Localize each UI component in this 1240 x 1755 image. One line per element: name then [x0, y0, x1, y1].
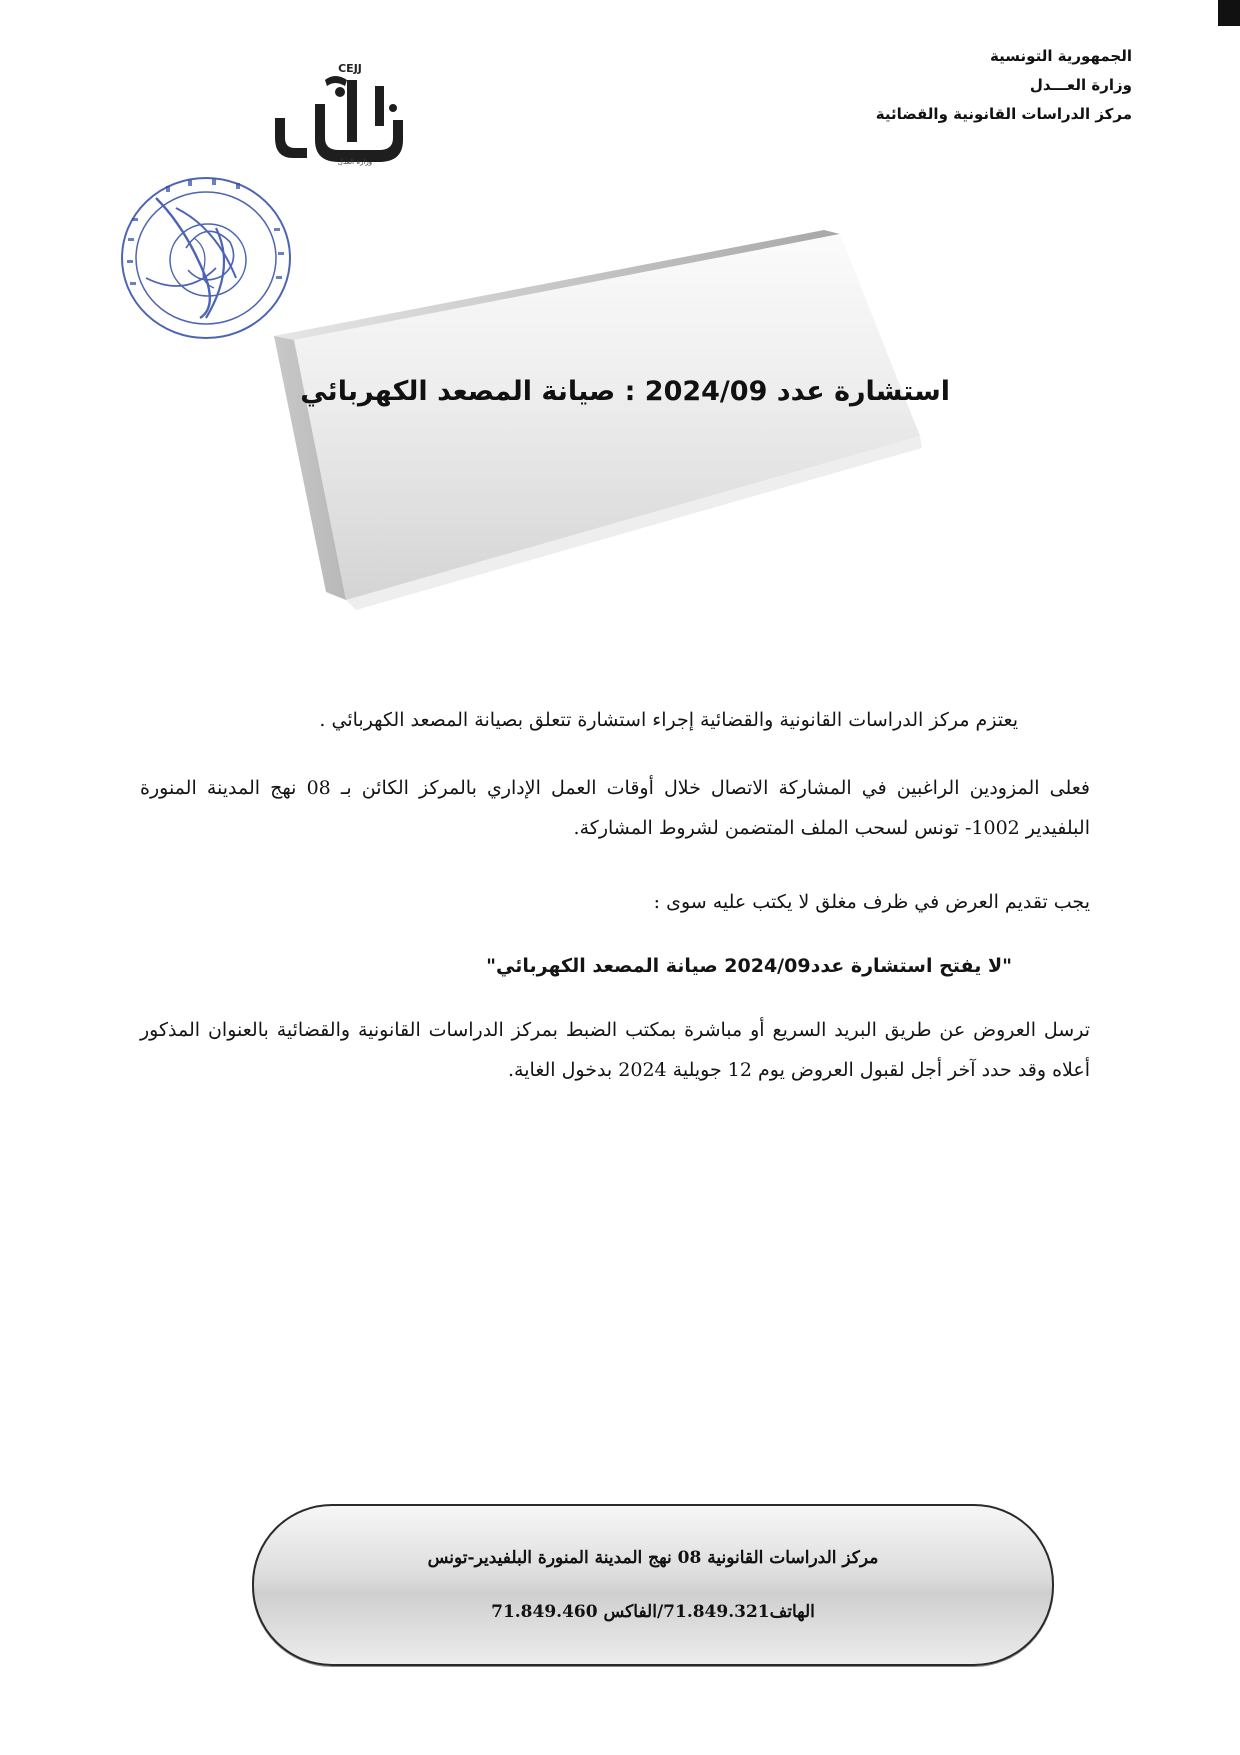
svg-text:CEJJ: CEJJ [338, 62, 362, 75]
footer-address-box [252, 1504, 1054, 1666]
footer-contact: الهاتف71.849.321/الفاكس 71.849.460 [491, 1602, 815, 1622]
letterhead-ministry: وزارة العـــدل [1029, 76, 1132, 94]
envelope-inscription: "لا يفتح استشارة عدد2024/09 صيانة المصعد الكهربائي" [486, 955, 1012, 977]
logo-caption: وزارة العدل [337, 158, 373, 166]
scan-edge-mark [1218, 0, 1240, 26]
paragraph-participation: فعلى المزودين الراغبين في المشاركة الاتصال خلال أوقات العمل الإداري بالمركز الكائن بـ 08 نهج المدينة المنورة البلفيدير 1002- تونس لسحب الملف المتضمن لشروط المشاركة. [140, 777, 1090, 839]
paragraph-submission-rule: يجب تقديم العرض في ظرف مغلق لا يكتب عليه سوى : [653, 891, 1090, 913]
title-banner-block [266, 220, 926, 620]
cejj-logo [255, 58, 435, 168]
paragraph-deadline: ترسل العروض عن طريق البريد السريع أو مباشرة بمكتب الضبط بمركز الدراسات القانونية والقضائية بالعنوان المذكور أعلاه وقد حدد آخر أجل لقبول العروض يوم 12 جويلية 2024 بدخول الغاية. [140, 1019, 1090, 1081]
paragraph-intent: يعتزم مركز الدراسات القانونية والقضائية إجراء استشارة تتعلق بصيانة المصعد الكهربائي . [319, 709, 1018, 731]
letterhead-republic: الجمهورية التونسية [990, 47, 1132, 65]
letterhead-center: مركز الدراسات القانونية والقضائية [875, 105, 1132, 123]
consultation-title: استشارة عدد 2024/09 : صيانة المصعد الكهربائي [300, 376, 950, 407]
letterhead [876, 42, 1132, 129]
footer-address: مركز الدراسات القانونية 08 نهج المدينة المنورة البلفيدير-تونس [427, 1548, 879, 1568]
